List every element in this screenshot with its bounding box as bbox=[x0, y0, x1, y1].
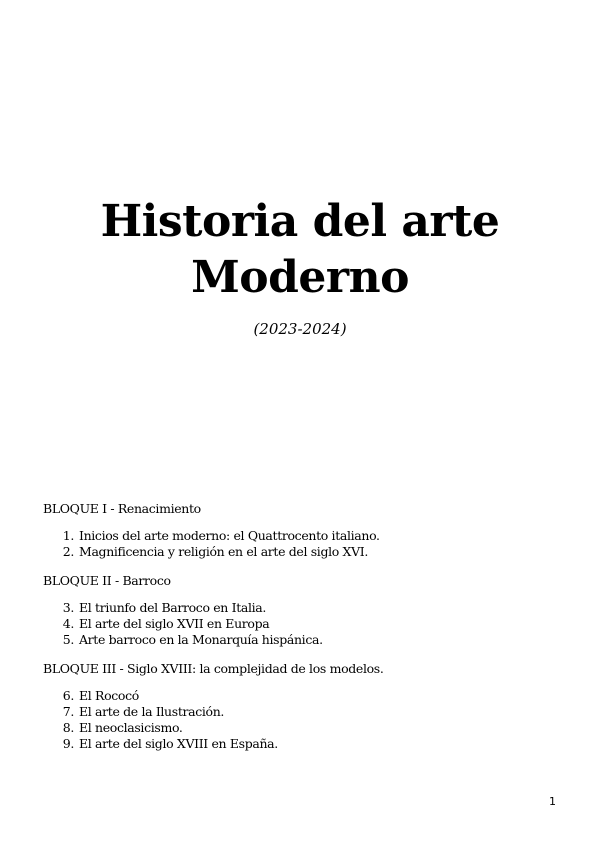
block-heading: BLOQUE III - Siglo XVIII: la complejidad de los modelos. bbox=[43, 661, 384, 676]
item-text: Magnificencia y religión en el arte del siglo XVI. bbox=[79, 544, 368, 559]
item-text: Inicios del arte moderno: el Quattrocento italiano. bbox=[79, 528, 380, 543]
list-item bbox=[43, 688, 583, 704]
academic-year: (2023-2024) bbox=[253, 320, 347, 338]
list-item bbox=[43, 528, 583, 544]
list-item bbox=[43, 600, 583, 616]
item-number: 2. bbox=[62, 544, 74, 559]
list-item bbox=[43, 720, 583, 736]
list-item bbox=[43, 544, 583, 560]
item-number: 5. bbox=[62, 632, 74, 647]
item-number: 3. bbox=[62, 600, 74, 615]
list-item bbox=[43, 736, 583, 752]
syllabus-content bbox=[43, 500, 583, 764]
list-item bbox=[43, 632, 583, 648]
item-text: El arte de la Ilustración. bbox=[79, 704, 225, 719]
block-heading: BLOQUE I - Renacimiento bbox=[43, 501, 201, 516]
topic-list bbox=[43, 528, 583, 560]
item-number: 7. bbox=[62, 704, 74, 719]
item-text: El Rococó bbox=[79, 688, 139, 703]
item-number: 6. bbox=[62, 688, 74, 703]
document-title bbox=[0, 194, 600, 306]
title-line-2: Moderno bbox=[191, 252, 409, 303]
block-1 bbox=[43, 500, 583, 560]
block-heading: BLOQUE II - Barroco bbox=[43, 573, 171, 588]
item-text: El arte del siglo XVIII en España. bbox=[79, 736, 278, 751]
item-text: Arte barroco en la Monarquía hispánica. bbox=[79, 632, 323, 647]
list-item bbox=[43, 616, 583, 632]
topic-list bbox=[43, 600, 583, 648]
item-number: 4. bbox=[62, 616, 74, 631]
block-3 bbox=[43, 660, 583, 752]
item-text: El neoclasicismo. bbox=[79, 720, 183, 735]
item-number: 1. bbox=[62, 528, 74, 543]
item-text: El triunfo del Barroco en Italia. bbox=[79, 600, 267, 615]
item-number: 9. bbox=[62, 736, 74, 751]
item-text: El arte del siglo XVII en Europa bbox=[79, 616, 270, 631]
topic-list bbox=[43, 688, 583, 752]
item-number: 8. bbox=[62, 720, 74, 735]
block-2 bbox=[43, 572, 583, 648]
title-line-1: Historia del arte bbox=[100, 196, 500, 247]
page-number: 1 bbox=[549, 795, 556, 808]
list-item bbox=[43, 704, 583, 720]
